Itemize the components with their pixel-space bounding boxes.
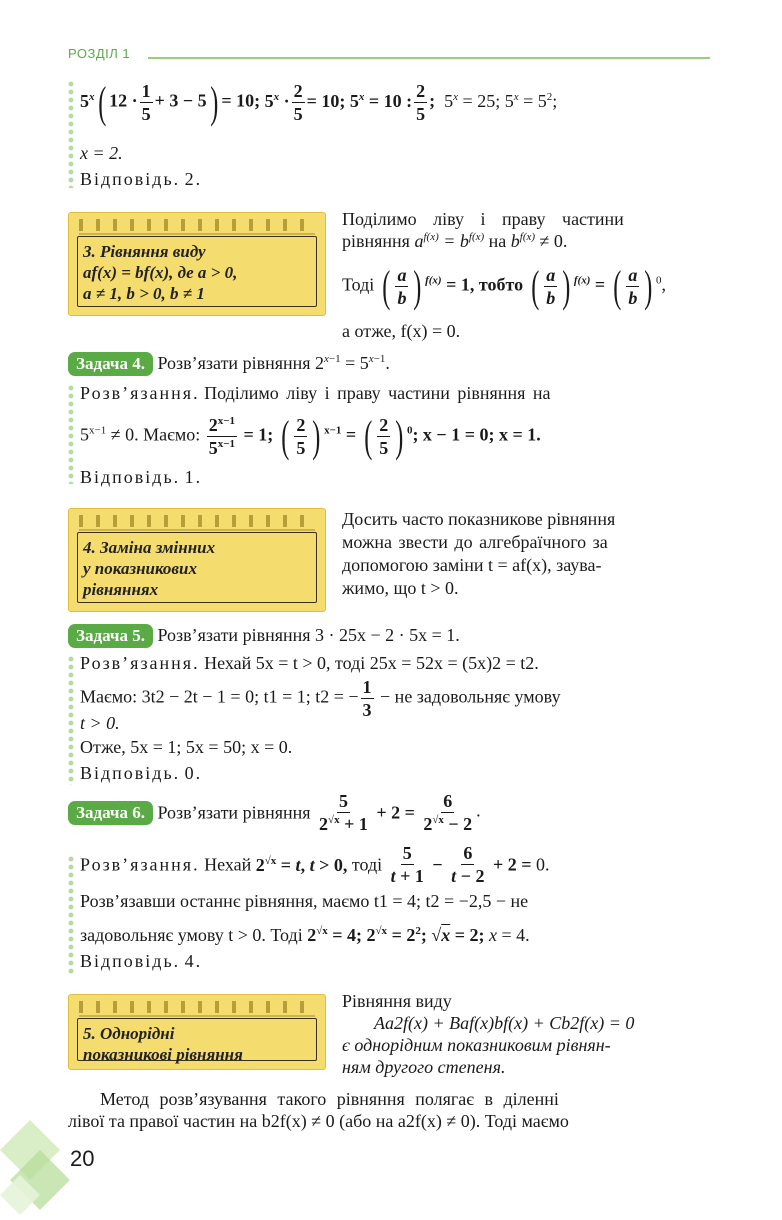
corner-decoration <box>0 1110 80 1220</box>
bottom-paragraph: Метод розв’язування такого рівняння полягає в діленні лівої та правої частин на b2f(x) ≠ 0 (або на a2f(x) ≠ 0). Тоді маємо <box>68 1089 569 1131</box>
x-result: x = 2. <box>80 143 123 163</box>
task-5-line-3: t > 0. <box>80 713 120 733</box>
margin-dots <box>68 384 74 484</box>
task-5-line-2: Маємо: 3t2 − 2t − 1 = 0; t1 = 1; t2 = − $\frac{1}{3}$ − не задовольняє умову <box>80 677 561 720</box>
task-4-heading: Задача 4. Розв’язати рівняння $2^{x-1} = 5^{x-1}$. <box>68 352 390 376</box>
side-text-3-formula: Тоді ( $\frac{a}{b}$ ) $^{f(x)}$ = 1, тобто ( $\frac{a}{b}$ ) $^{f(x)}$ = ( $\frac{a}{b}$ ) $^0$, <box>342 261 666 311</box>
task-badge: Задача 6. <box>68 801 153 825</box>
answer-5: Відповідь. 0. <box>80 763 203 783</box>
answer-6: Відповідь. 4. <box>80 951 203 971</box>
page-number: 20 <box>70 1146 95 1171</box>
task-6-line-3: задовольняє умову t > 0. Тоді $2^{√x} = 4$; $2^{√x} = 2^2$; √x = 2; x = 4. <box>80 925 530 945</box>
task-6-heading: Задача 6. Розв’язати рівняння $\frac{5}{2^{√x} + 1}$ + 2 = $\frac{6}{2^{√x} - 2}$ . <box>68 790 481 835</box>
note-card-4: 4. Заміна змінних у показникових рівняннях <box>68 508 326 612</box>
answer-4: Відповідь. 1. <box>80 467 203 487</box>
header-rule <box>148 57 710 59</box>
task-6-line-2: Розв’язавши останнє рівняння, маємо t1 = 4; t2 = −2,5 − не <box>80 891 529 911</box>
equation-line-1: 5$^x$( 12 · $\frac{1}{5}$ + 3 − 5) = 10; $5^x$ · $\frac{2}{5}$ = 10; $5^x = 10$ : $\frac{2}{5}$ ; $5^x = 25$; $5^x = 5^2$; <box>80 77 558 127</box>
task-badge: Задача 5. <box>68 624 153 648</box>
task-5-heading: Задача 5. Розв’язати рівняння 3 · 25x − 2 · 5x = 1. <box>68 624 460 648</box>
side-text-3-end: а отже, f(x) = 0. <box>342 321 461 341</box>
side-text-5: Рівняння виду Aa2f(x) + Baf(x)bf(x) + Cb2f(x) = 0 є однорідним показниковим рівнян- ням другого степеня. <box>342 991 635 1077</box>
section-header: РОЗДІЛ 1 <box>68 46 131 61</box>
task-4-solution: Розв’язання. Поділимо ліву і праву частини рівняння на <box>80 383 551 403</box>
side-text-3: Поділимо ліву і праву частини рівняння $a^{f(x)} = b^{f(x)}$ на $b^{f(x)} \ne 0$. <box>342 209 624 251</box>
note-card-5: 5. Однорідні показникові рівняння <box>68 994 326 1070</box>
note-card-3: 3. Рівняння виду af(x) = bf(x), де a > 0, a ≠ 1, b > 0, b ≠ 1 <box>68 212 326 316</box>
side-text-4: Досить часто показникове рівняння можна звести до алгебраїчного за допомогою заміни t = af(x), заува- жимо, що t > 0. <box>342 509 616 598</box>
margin-dots <box>68 855 74 975</box>
task-5-line-4: Отже, 5x = 1; 5x = 50; x = 0. <box>80 737 293 757</box>
task-badge: Задача 4. <box>68 352 153 376</box>
margin-dots <box>68 80 74 188</box>
answer-1: Відповідь. 2. <box>80 169 203 189</box>
task-4-math: $5^{x-1} \ne 0$. Маємо: $\frac{2^{x-1}}{5^{x-1}}$ = 1; ( $\frac{2}{5}$ ) $^{x-1}$ = ( $\frac{2}{5}$ ) $^0$; x − 1 = 0; x = 1. <box>80 411 541 461</box>
task-6-line-1: Розв’язання. Нехай $2^{√x} = t$, t > 0, тоді $\frac{5}{t + 1}$ − $\frac{6}{t - 2}$ + 2 = 0. <box>80 843 550 886</box>
task-5-line-1: Розв’язання. Нехай 5x = t > 0, тоді 25x = 52x = (5x)2 = t2. <box>80 653 539 673</box>
margin-dots <box>68 655 74 785</box>
